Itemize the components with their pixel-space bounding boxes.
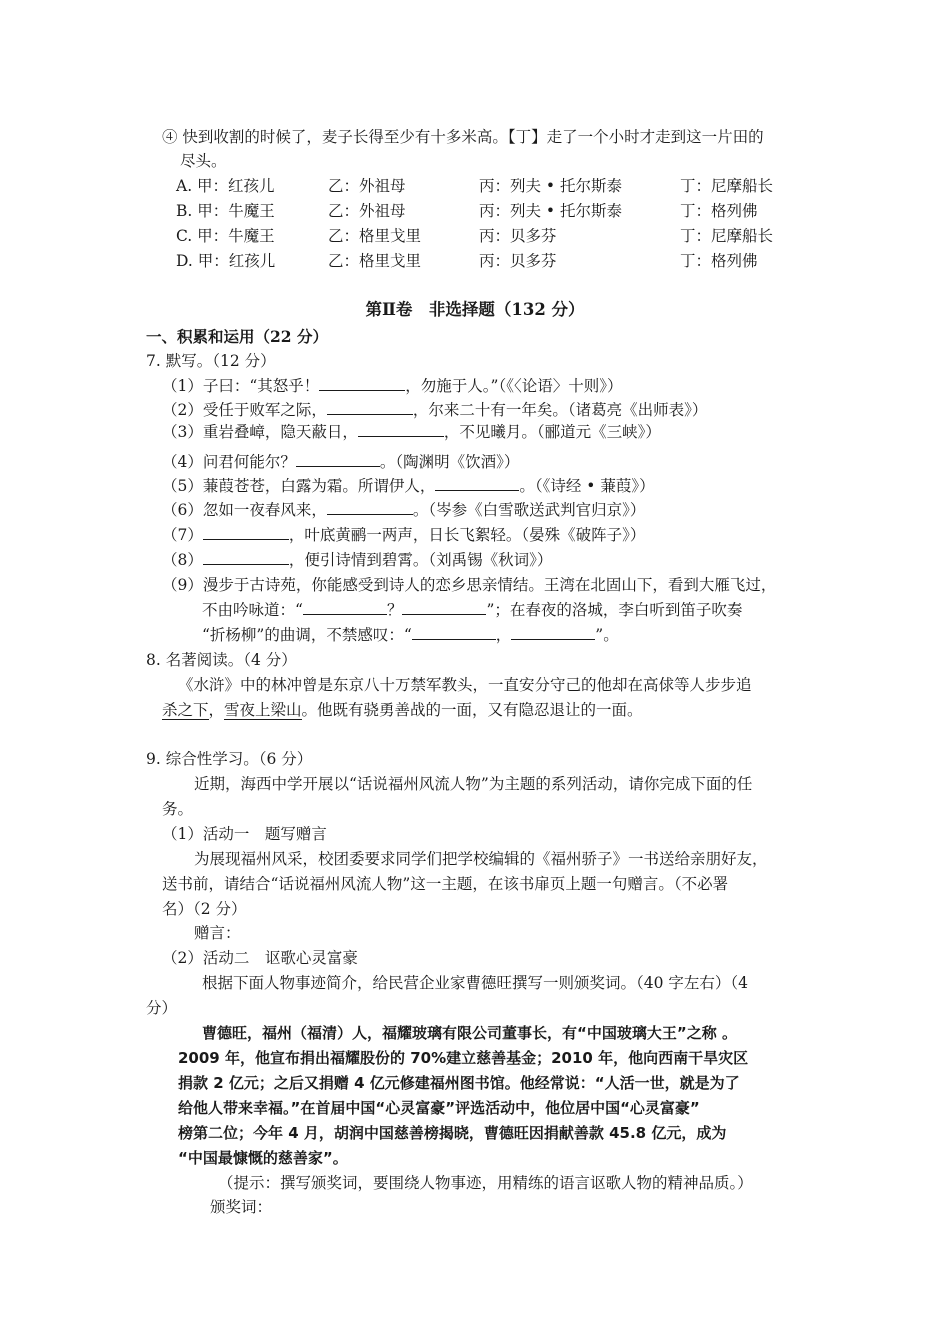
q9-intro-line2: 务。 — [162, 800, 194, 818]
q6-item4-line1: ④ 快到收割的时候了，麦子长得至少有十多米高。【丁】走了一个小时才走到这一片田的 — [162, 128, 764, 146]
q9-activity2-line1: 根据下面人物事迹简介，给民营企业家曹德旺撰写一则颁奖词。（40 字左右）（4 — [202, 974, 749, 992]
q7-item-1-post: ，勿施于人。”（《〈论语〉十则》） — [405, 377, 623, 395]
part1-heading: 一、积累和运用（22 分） — [146, 327, 328, 346]
q7-item-5-post: 。（《诗经 • 蒹葭》） — [519, 477, 655, 495]
option-a-yi: 乙：外祖母 — [328, 177, 406, 195]
q7-item-3 — [162, 421, 661, 443]
option-c-bing: 丙：贝多芬 — [479, 227, 557, 245]
bio-line-3: 捐款 2 亿元；之后又捐赠 4 亿元修建福州图书馆。他经常说：“人活一世，就是为了 — [178, 1074, 740, 1092]
q7-item-1 — [162, 375, 622, 397]
answer-blank[interactable] — [303, 599, 387, 615]
answer-blank[interactable] — [319, 375, 405, 391]
q7-item-9-text: ， — [495, 626, 512, 644]
option-a-jia: A. 甲：红孩儿 — [176, 177, 275, 195]
q6-item4-line2: 尽头。 — [180, 152, 227, 170]
q7-item-7 — [162, 524, 645, 546]
q7-item-9-text: “折杨柳”的曲调，不禁感叹：“ — [202, 626, 412, 644]
q8-title: 8. 名著阅读。（4 分） — [146, 651, 297, 669]
q7-item-9-line1: （9）漫步于古诗苑，你能感受到诗人的恋乡思亲情结。王湾在北固山下，看到大雁飞过， — [162, 576, 777, 594]
q7-item-6-pre: （6）忽如一夜春风来， — [162, 501, 327, 519]
q9-activity2-answer-label: 颁奖词： — [210, 1198, 273, 1216]
option-a-ding: 丁：尼摩船长 — [680, 177, 774, 195]
q7-item-3-post: ，不见曦月。（郦道元《三峡》） — [443, 423, 661, 441]
q7-item-8-post: ，便引诗情到碧霄。（刘禹锡《秋词》） — [288, 551, 553, 569]
q7-item-6 — [162, 499, 645, 521]
q9-hint: （提示：撰写颁奖词，要围绕人物事迹，用精练的语言讴歌人物的精神品质。） — [218, 1174, 753, 1192]
q7-item-2 — [162, 399, 707, 421]
option-b-yi: 乙：外祖母 — [328, 202, 406, 220]
q9-activity1-answer-label: 赠言： — [194, 924, 241, 942]
q7-item-8-pre: （8） — [162, 551, 203, 569]
q7-item-2-pre: （2）受任于败军之际， — [162, 401, 327, 419]
q6-option-c — [176, 225, 826, 247]
answer-blank[interactable] — [435, 475, 519, 491]
q9-activity2-line2: 分） — [146, 999, 178, 1017]
q7-title: 7. 默写。（12 分） — [146, 352, 276, 370]
q9-activity2-title: （2）活动二 讴歌心灵富豪 — [162, 949, 358, 967]
q7-item-5 — [162, 475, 655, 497]
q7-item-2-post: ，尔来二十有一年矣。（诸葛亮《出师表》） — [412, 401, 708, 419]
q7-item-9-text: ”。 — [595, 626, 619, 644]
option-a-bing: 丙：列夫 • 托尔斯泰 — [479, 177, 622, 195]
q9-title: 9. 综合性学习。（6 分） — [146, 750, 313, 768]
q8-text: 。他既有骁勇善战的一面，又有隐忍退让的一面。 — [301, 701, 643, 719]
option-d-jia: D. 甲：红孩儿 — [176, 252, 276, 270]
q6-option-b — [176, 200, 826, 222]
q9-activity1-line3: 名）（2 分） — [162, 900, 247, 918]
bio-line-1: 曹德旺，福州（福清）人，福耀玻璃有限公司董事长，有“中国玻璃大王”之称 。 — [202, 1024, 737, 1042]
option-c-yi: 乙：格里戈里 — [328, 227, 422, 245]
q6-option-d — [176, 250, 826, 272]
q8-text: ， — [208, 701, 225, 719]
q7-item-9-text: ？ — [386, 601, 403, 619]
answer-blank[interactable] — [412, 624, 496, 640]
q7-item-9-text: 不由吟咏道：“ — [202, 601, 303, 619]
answer-blank[interactable] — [402, 599, 486, 615]
answer-blank[interactable] — [203, 549, 289, 565]
option-d-ding: 丁：格列佛 — [680, 252, 758, 270]
answer-blank[interactable] — [511, 624, 595, 640]
q8-line2 — [162, 699, 643, 721]
q7-item-4-pre: （4）问君何能尔？ — [162, 453, 296, 471]
q7-item-9-line2 — [202, 599, 742, 621]
q7-item-9-text: ”；在春夜的洛城，李白听到笛子吹奏 — [486, 601, 743, 619]
q8-line1: 《水浒》中的林冲曾是东京八十万禁军教头，一直安分守己的他却在高俅等人步步追 — [178, 676, 752, 694]
answer-blank[interactable] — [327, 499, 413, 515]
option-c-ding: 丁：尼摩船长 — [680, 227, 774, 245]
answer-blank[interactable] — [296, 451, 380, 467]
bio-line-5: 榜第二位；今年 4 月，胡润中国慈善榜揭晓，曹德旺因捐献善款 45.8 亿元，成为 — [178, 1124, 727, 1142]
option-c-jia: C. 甲：牛魔王 — [176, 227, 275, 245]
option-b-jia: B. 甲：牛魔王 — [176, 202, 275, 220]
q7-item-8 — [162, 549, 552, 571]
q7-item-7-post: ，叶底黄鹂一两声，日长飞絮轻。（晏殊《破阵子》） — [288, 526, 646, 544]
underlined-phrase: 杀之下 — [162, 701, 209, 719]
bio-line-4: 给他人带来幸福。”在首届中国“心灵富豪”评选活动中，他位居中国“心灵富豪” — [178, 1099, 700, 1117]
q7-item-9-line3 — [202, 624, 619, 646]
q7-item-1-pre: （1）子曰：“其怒乎！ — [162, 377, 320, 395]
q7-item-4 — [162, 451, 519, 473]
option-b-bing: 丙：列夫 • 托尔斯泰 — [479, 202, 622, 220]
bio-line-2: 2009 年，他宣布捐出福耀股份的 70%建立慈善基金；2010 年，他向西南干旱灾区 — [178, 1049, 749, 1067]
q9-activity1-line1: 为展现福州风采，校团委要求同学们把学校编辑的《福州骄子》一书送给亲朋好友， — [194, 850, 768, 868]
q9-intro-line1: 近期，海西中学开展以“话说福州风流人物”为主题的系列活动，请你完成下面的任 — [194, 775, 753, 793]
section-title: 第Ⅱ卷 非选择题（132 分） — [365, 300, 585, 319]
option-b-ding: 丁：格列佛 — [680, 202, 758, 220]
q7-item-6-post: 。（岑参《白雪歌送武判官归京》） — [412, 501, 646, 519]
bio-line-6: “中国最慷慨的慈善家”。 — [178, 1149, 348, 1167]
q9-activity1-line2: 送书前，请结合“话说福州风流人物”这一主题，在该书扉页上题一句赠言。（不必署 — [162, 875, 729, 893]
option-d-bing: 丙：贝多芬 — [479, 252, 557, 270]
underlined-phrase: 雪夜上梁山 — [224, 701, 302, 719]
q7-item-3-pre: （3）重岩叠嶂，隐天蔽日， — [162, 423, 358, 441]
q7-item-4-post: 。（陶渊明《饮酒》） — [379, 453, 520, 471]
q6-option-a — [176, 175, 826, 197]
answer-blank[interactable] — [203, 524, 289, 540]
q7-item-5-pre: （5）蒹葭苍苍，白露为霜。所谓伊人， — [162, 477, 436, 495]
q9-activity1-title: （1）活动一 题写赠言 — [162, 825, 327, 843]
answer-blank[interactable] — [327, 399, 413, 415]
q7-item-7-pre: （7） — [162, 526, 203, 544]
option-d-yi: 乙：格里戈里 — [328, 252, 422, 270]
answer-blank[interactable] — [358, 421, 444, 437]
